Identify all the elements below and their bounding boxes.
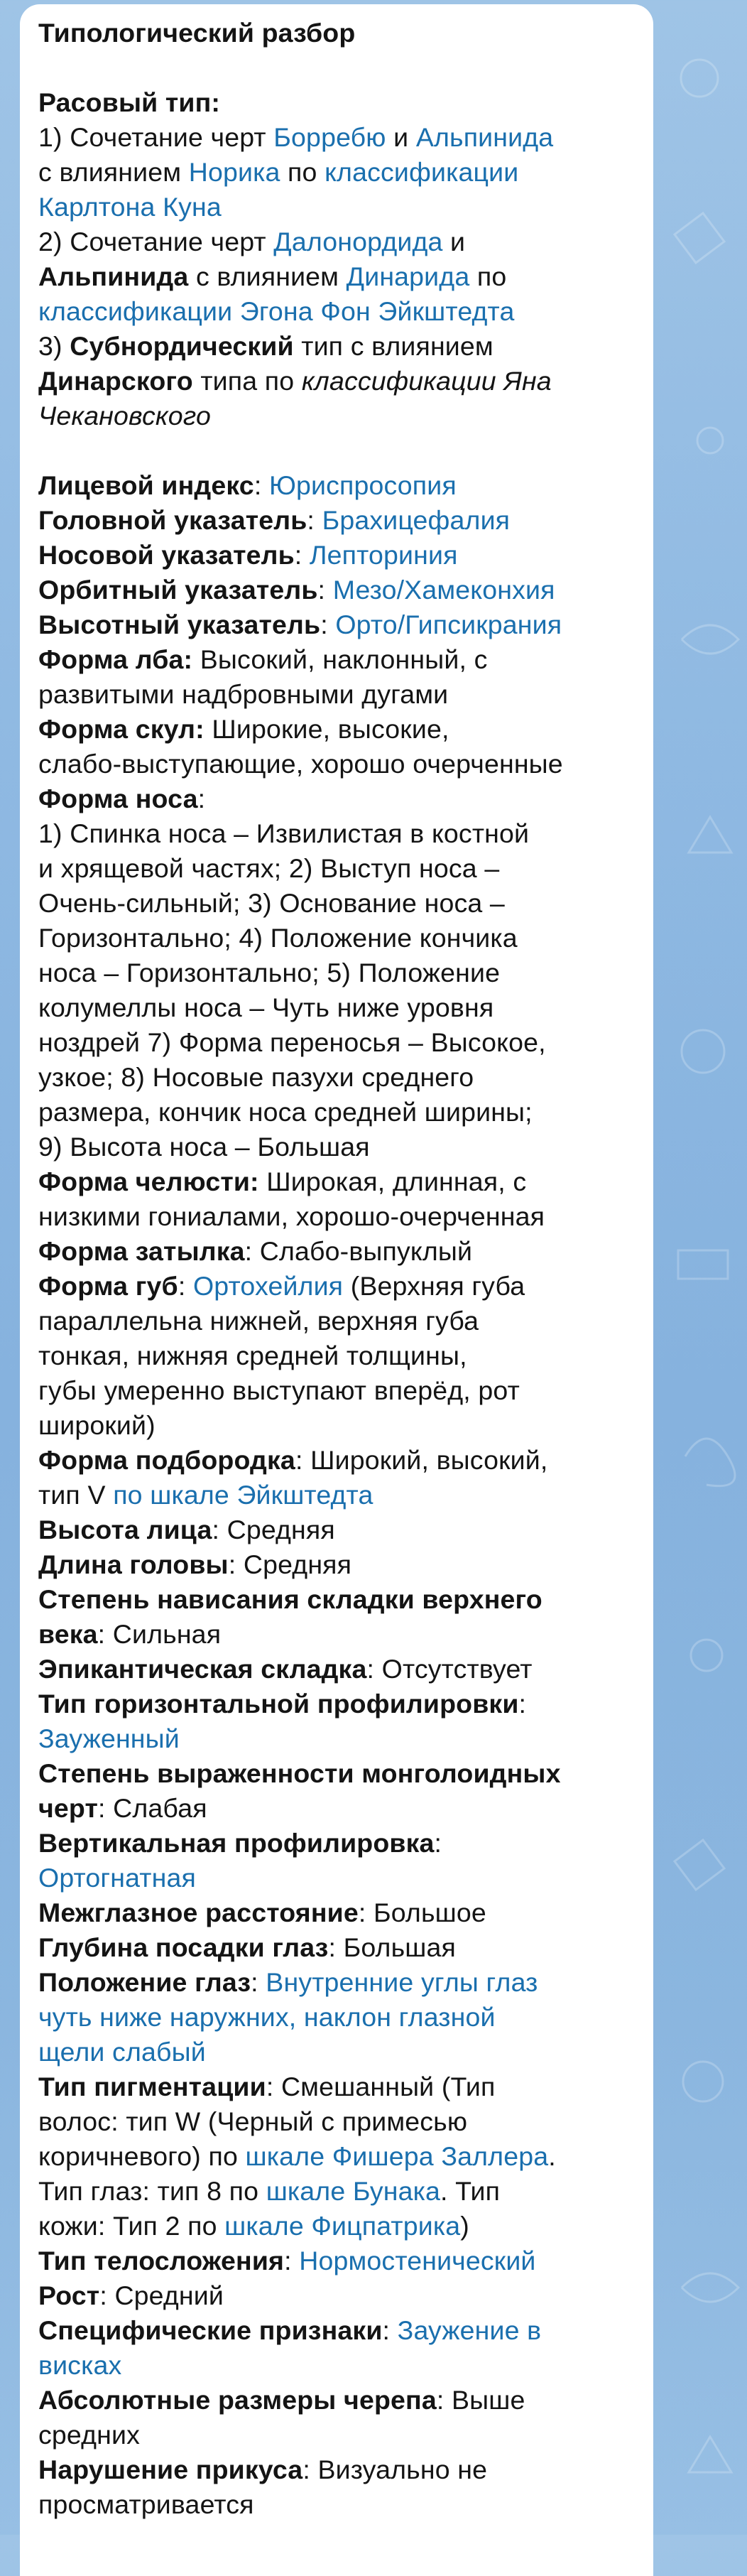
- trait-mongoloid-cont: черт: Слабая: [38, 1793, 207, 1823]
- race-line-6: [38, 294, 653, 329]
- trait-eye-position-cont: [38, 2000, 653, 2035]
- trait-bite: Нарушение прикуса: Визуально не: [38, 2455, 488, 2484]
- trait-pigmentation-cont: коричневого) по шкале Фишера Заллера.: [38, 2141, 556, 2171]
- trait-lips-line: широкий): [38, 1410, 156, 1440]
- wallpaper-doodle-icon: [685, 1439, 735, 1486]
- link-narrowed[interactable]: Зауженный: [38, 1723, 180, 1753]
- race-line-3: [38, 190, 653, 224]
- trait-interocular: Межглазное расстояние: Большое: [38, 1898, 486, 1927]
- trait-build: Тип телосложения: Нормостенический: [38, 2246, 536, 2275]
- link-coon-classification[interactable]: Карлтона Куна: [38, 192, 222, 222]
- race-line-5: Альпинида с влиянием Динарида по: [38, 261, 507, 291]
- trait-height-index: Высотный указатель: Орто/Гипсикрания: [38, 610, 562, 639]
- message-title: Типологический разбор: [38, 18, 356, 48]
- trait-cheeks: Форма скул: Широкие, высокие,: [38, 714, 449, 744]
- link-height-index[interactable]: Орто/Гипсикрания: [335, 610, 562, 639]
- trait-pigmentation-cont: волос: тип W (Черный с примесью: [38, 2106, 468, 2136]
- message-bubble: [20, 4, 653, 2576]
- trait-pigmentation-cont: кожи: Тип 2 по шкале Фицпатрика): [38, 2211, 469, 2241]
- wallpaper-doodle-icon: [678, 1250, 728, 1279]
- trait-orbit-index: Орбитный указатель: Мезо/Хамеконхия: [38, 575, 555, 605]
- trait-specific: Специфические признаки: Заужение в: [38, 2315, 542, 2345]
- trait-forehead: Форма лба: Высокий, наклонный, с: [38, 644, 488, 674]
- trait-chin-cont: тип V по шкале Эйкштедта: [38, 1480, 374, 1510]
- trait-chin: Форма подбородка: Широкий, высокий,: [38, 1445, 548, 1475]
- trait-vertical-profile-value: [38, 1861, 653, 1895]
- wallpaper-doodle-icon: [682, 1030, 724, 1073]
- link-face-index[interactable]: Юриспросопия: [268, 470, 457, 500]
- wallpaper-doodle-icon: [682, 2273, 738, 2302]
- trait-pigmentation: Тип пигментации: Смешанный (Тип: [38, 2072, 496, 2101]
- trait-cheeks-cont: слабо-выступающие, хорошо очерченные: [38, 749, 563, 779]
- trait-eye-depth: Глубина посадки глаз: Большая: [38, 1932, 456, 1962]
- wallpaper-doodle-icon: [689, 817, 731, 853]
- trait-lips-line: параллельна нижней, верхняя губа: [38, 1306, 479, 1336]
- trait-eyelid-fold: Степень нависания складки верхнего: [38, 1584, 542, 1614]
- trait-mongoloid: Степень выраженности монголоидных: [38, 1758, 561, 1788]
- race-line-2: с влиянием Норика по классификации: [38, 157, 519, 187]
- trait-face-index: Лицевой индекс: Юриспросопия: [38, 470, 457, 500]
- wallpaper-doodle-icon: [689, 2437, 731, 2472]
- trait-nose-index: Носовой указатель: Лепториния: [38, 540, 458, 570]
- trait-lips: Форма губ: Ортохейлия (Верхняя губа: [38, 1271, 525, 1301]
- trait-specific-cont: [38, 2348, 653, 2383]
- trait-nose-line: узкое; 8) Носовые пазухи среднего: [38, 1062, 474, 1092]
- wallpaper-doodle-icon: [683, 2062, 723, 2101]
- spacer: [38, 50, 653, 85]
- trait-jaw-cont: низкими гониалами, хорошо-очерченная: [38, 1201, 545, 1231]
- trait-head-length: Длина головы: Средняя: [38, 1549, 352, 1579]
- link-coon-classification[interactable]: классификации: [325, 157, 519, 187]
- wallpaper-doodle-icon: [675, 213, 724, 263]
- link-orthognathic[interactable]: Ортогнатная: [38, 1863, 196, 1893]
- link-borreby[interactable]: Борребю: [273, 122, 386, 152]
- link-bunak-scale[interactable]: шкале Бунака: [266, 2176, 440, 2206]
- trait-nose-line: 1) Спинка носа – Извилистая в костной: [38, 818, 530, 848]
- trait-eye-position-cont: [38, 2035, 653, 2069]
- trait-epicanthus: Эпикантическая складка: Отсутствует: [38, 1654, 533, 1684]
- trait-forehead-cont: развитыми надбровными дугами: [38, 679, 449, 709]
- link-dinarid[interactable]: Динарида: [346, 261, 470, 291]
- trait-horizontal-profile-value: [38, 1721, 653, 1756]
- trait-nose: Форма носа:: [38, 784, 206, 813]
- link-eye-position[interactable]: чуть ниже наружних, наклон глазной: [38, 2002, 496, 2032]
- trait-eye-position: Положение глаз: Внутренние углы глаз: [38, 1967, 538, 1997]
- link-alpinid[interactable]: Альпинида: [415, 122, 554, 152]
- link-noric[interactable]: Норика: [188, 157, 280, 187]
- trait-head-index: Головной указатель: Брахицефалия: [38, 505, 511, 535]
- link-eye-position[interactable]: щели слабый: [38, 2037, 206, 2067]
- trait-horizontal-profile: Тип горизонтальной профилировки:: [38, 1689, 527, 1719]
- trait-lips-line: губы умеренно выступают вперёд, рот: [38, 1375, 520, 1405]
- trait-nose-line: Горизонтально; 4) Положение кончика: [38, 923, 518, 953]
- wallpaper-doodle-icon: [682, 625, 738, 654]
- link-eickstedt-scale[interactable]: по шкале Эйкштедта: [113, 1480, 374, 1510]
- trait-nose-line: носа – Горизонтально; 5) Положение: [38, 958, 501, 987]
- trait-lips-line: тонкая, нижняя средней толщины,: [38, 1341, 467, 1370]
- race-line-8: Динарского типа по классификации Яна: [38, 366, 552, 396]
- link-normosthenic[interactable]: Нормостенический: [299, 2246, 536, 2275]
- link-eye-position[interactable]: Внутренние углы глаз: [266, 1967, 538, 1997]
- link-nose-index[interactable]: Лепториния: [309, 540, 458, 570]
- race-line-4: 2) Сочетание черт Далонордида и: [38, 227, 466, 256]
- trait-nose-line: колумеллы носа – Чуть ниже уровня: [38, 992, 494, 1022]
- wallpaper-doodle-icon: [691, 1640, 722, 1671]
- wallpaper-doodle-icon: [681, 60, 718, 97]
- trait-vertical-profile: Вертикальная профилировка:: [38, 1828, 442, 1858]
- trait-face-height: Высота лица: Средняя: [38, 1515, 335, 1544]
- trait-nose-line: Очень-сильный; 3) Основание носа –: [38, 888, 505, 918]
- trait-height: Рост: Средний: [38, 2280, 224, 2310]
- race-line-9: Чекановского: [38, 401, 211, 431]
- link-fitzpatrick-scale[interactable]: шкале Фицпатрика: [224, 2211, 461, 2241]
- trait-nose-line: ноздрей 7) Форма переносья – Высокое,: [38, 1027, 546, 1057]
- link-fischer-saller-scale[interactable]: шкале Фишера Заллера: [245, 2141, 549, 2171]
- trait-pigmentation-cont: Тип глаз: тип 8 по шкале Бунака. Тип: [38, 2176, 501, 2206]
- trait-skull-size: Абсолютные размеры черепа: Выше: [38, 2385, 525, 2415]
- link-temple-narrowing[interactable]: висках: [38, 2350, 122, 2380]
- spacer: [38, 433, 653, 468]
- link-orbit-index[interactable]: Мезо/Хамеконхия: [332, 575, 555, 605]
- link-head-index[interactable]: Брахицефалия: [322, 505, 511, 535]
- race-heading: Расовый тип:: [38, 87, 221, 117]
- trait-nose-line: 9) Высота носа – Большая: [38, 1132, 370, 1162]
- wallpaper-doodle-icon: [697, 428, 723, 453]
- race-line-1: 1) Сочетание черт Борребю и Альпинида: [38, 122, 554, 152]
- trait-skull-size-cont: средних: [38, 2420, 140, 2450]
- trait-nape: Форма затылка: Слабо-выпуклый: [38, 1236, 473, 1266]
- race-line-7: 3) Субнордический тип с влиянием: [38, 331, 494, 361]
- link-orthocheilia[interactable]: Ортохейлия: [192, 1271, 344, 1301]
- trait-jaw: Форма челюсти: Широкая, длинная, с: [38, 1167, 527, 1196]
- trait-bite-cont: просматривается: [38, 2489, 254, 2519]
- link-temple-narrowing[interactable]: Заужение в: [397, 2315, 542, 2345]
- trait-eyelid-fold-cont: века: Сильная: [38, 1619, 222, 1649]
- trait-nose-line: и хрящевой частях; 2) Выступ носа –: [38, 853, 500, 883]
- link-dalonordid[interactable]: Далонордида: [273, 227, 443, 256]
- trait-nose-line: размера, кончик носа средней ширины;: [38, 1097, 533, 1127]
- wallpaper-doodle-icon: [675, 1840, 724, 1890]
- link-eickstedt-classification[interactable]: классификации Эгона Фон Эйкштедта: [38, 296, 515, 326]
